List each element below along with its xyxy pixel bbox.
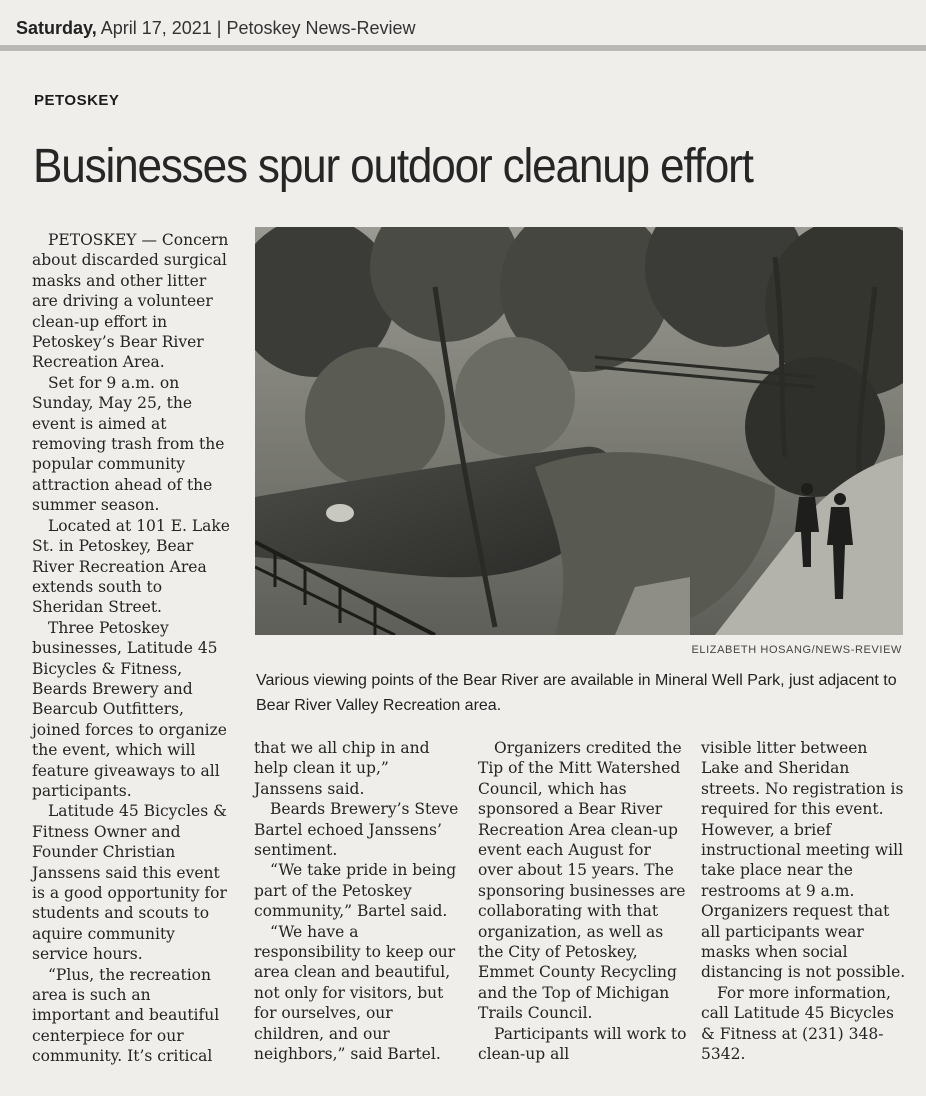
- rock: [326, 504, 354, 522]
- paragraph: that we all chip in and help clean it up,” Janssens said.: [254, 739, 430, 798]
- headline: Businesses spur outdoor cleanup effort: [33, 140, 753, 193]
- paragraph: Three Petoskey businesses, Latitude 45 Bicycles & Fitness, Beards Brewery and Bearcub Outfitters, joined forces to organize the event, which will feature giveaways to all participants.: [32, 618, 227, 800]
- paragraph: PETOSKEY — Concern about discarded surgical masks and other litter are driving a volunteer clean-up effort in Petoskey’s Bear River Recreation Area.: [32, 231, 229, 372]
- paragraph: Organizers credited the Tip of the Mitt Watershed Council, which has sponsored a Bear River Recreation Area clean-up event each August for over about 15 years. The sponsoring businesses are collaborating with that organization, as well as the City of Petoskey, Emmet County Recycling and the Top of Michigan Trails Council.: [478, 739, 686, 1023]
- paragraph: Latitude 45 Bicycles & Fitness Owner and Founder Christian Janssens said this event is a good opportunity for students and scouts to aquire community service hours.: [32, 802, 227, 964]
- header-rule: [0, 45, 926, 51]
- section-kicker: PETOSKEY: [34, 92, 120, 109]
- paragraph: Participants will work to clean-up all: [478, 1024, 687, 1064]
- paragraph: For more information, call Latitude 45 Bicycles & Fitness at (231) 348-5342.: [701, 983, 894, 1064]
- paragraph: “Plus, the recreation area is such an important and beautiful centerpiece for our community. It’s critical: [32, 965, 220, 1066]
- dateline-date-paper: April 17, 2021 | Petoskey News-Review: [100, 18, 416, 38]
- dateline: [16, 18, 416, 39]
- paragraph: Located at 101 E. Lake St. in Petoskey, Bear River Recreation Area extends south to Sheridan Street.: [32, 516, 230, 617]
- paragraph: “We have a responsibility to keep our area clean and beautiful, not only for visitors, but for ourselves, our children, and our neighbors,” said Bartel.: [254, 922, 456, 1064]
- paragraph: Set for 9 a.m. on Sunday, May 25, the event is aimed at removing trash from the popular community attraction ahead of the summer season.: [32, 373, 225, 515]
- paragraph: visible litter between Lake and Sheridan streets. No registration is required for this event. However, a brief instructional meeting will take place near the restrooms at 9 a.m. Organizers request that all participants wear masks when social distancing is not possible.: [701, 739, 906, 982]
- paragraph: Beards Brewery’s Steve Bartel echoed Janssens’ sentiment.: [254, 800, 459, 860]
- photo-caption: Various viewing points of the Bear River are available in Mineral Well Park, just adjacent to Bear River Valley Recreation area.: [256, 672, 897, 714]
- dateline-day: Saturday,: [16, 18, 97, 38]
- article-column-3: [478, 738, 688, 1065]
- river-photo: [255, 227, 903, 635]
- photo-credit: ELIZABETH HOSANG/NEWS-REVIEW: [691, 644, 902, 656]
- article-column-1: [32, 230, 232, 1067]
- article-column-2: [254, 738, 460, 1065]
- article-column-4: [701, 738, 906, 1065]
- paragraph: “We take pride in being part of the Petoskey community,” Bartel said.: [254, 861, 457, 921]
